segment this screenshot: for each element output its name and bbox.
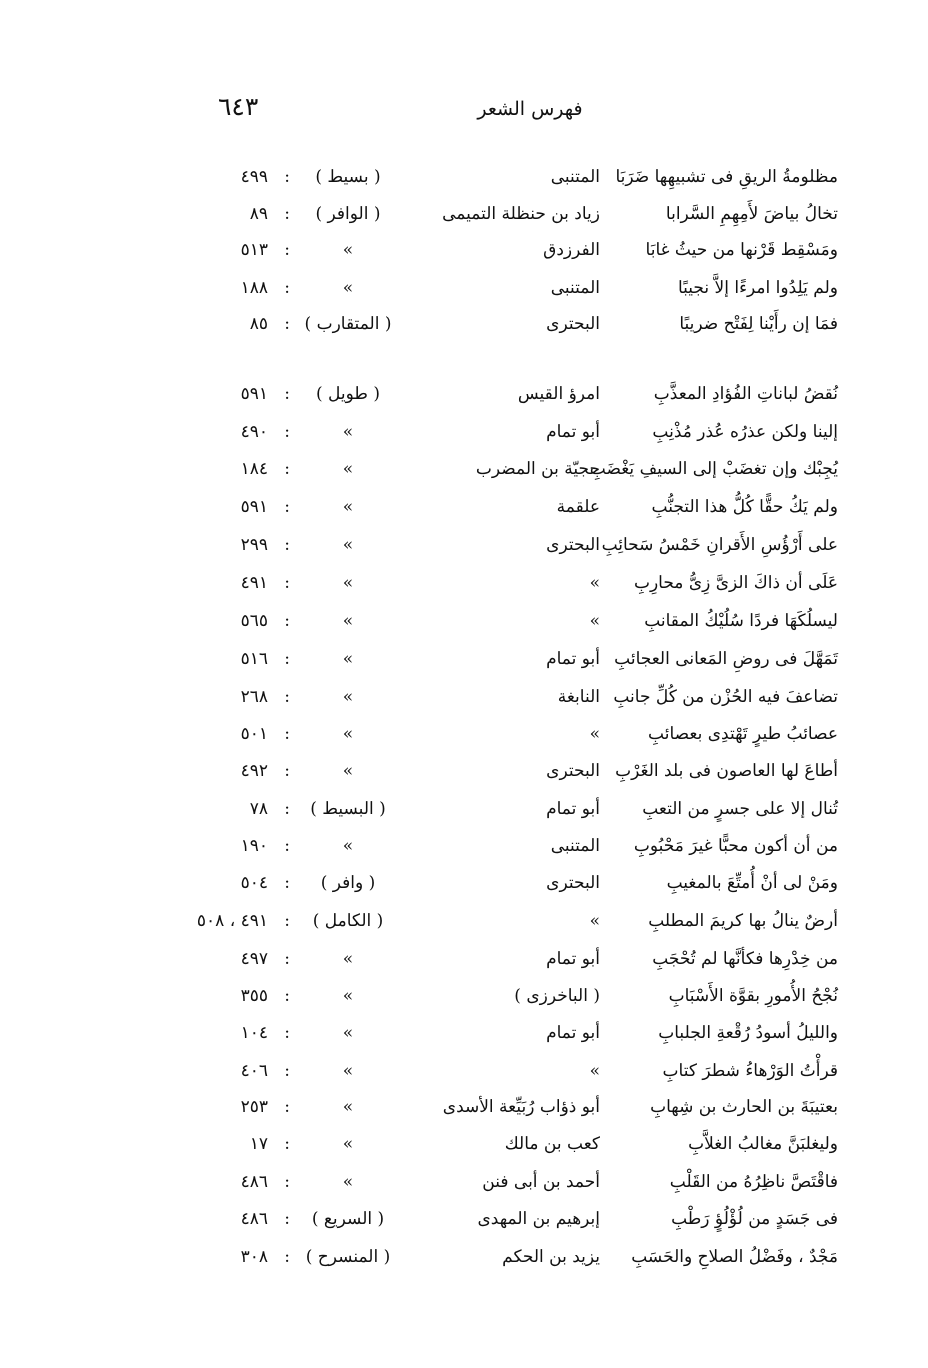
separator: : xyxy=(284,573,290,593)
page-refs: ٤٩٠ xyxy=(240,422,268,442)
poet-name: أبو تمام xyxy=(546,949,600,969)
poet-name: البحترى xyxy=(546,761,600,781)
meter-name: » xyxy=(342,1023,354,1043)
verse-text: عصائبُ طيرٍ تَهْتدِى بعصائبِ xyxy=(648,724,838,744)
verse-text: فى جَسَدٍ من لُؤْلُؤٍ رَطْبِ xyxy=(671,1209,838,1229)
meter-name: » xyxy=(342,949,354,969)
index-row xyxy=(0,795,928,827)
meter-name: » xyxy=(342,240,354,260)
page-refs: ٢٩٩ xyxy=(240,535,268,555)
separator: : xyxy=(284,611,290,631)
verse-text: ومَنْ لى أنْ أُمتِّعَ بالمغيبِ xyxy=(666,873,838,893)
page-refs: ٤٨٦ xyxy=(240,1209,268,1229)
index-row xyxy=(0,1019,928,1051)
page-refs: ٤٩١ ، ٥٠٨ xyxy=(196,911,268,931)
index-row xyxy=(0,1057,928,1089)
verse-text: يُجِبْك وإن تغضَبْ إلى السيفِ يَغْضَبِ xyxy=(589,459,838,479)
separator: : xyxy=(284,761,290,781)
index-row xyxy=(0,310,928,342)
page-refs: ١٧ xyxy=(249,1134,268,1154)
page-refs: ١٩٠ xyxy=(240,836,268,856)
index-row xyxy=(0,380,928,412)
separator: : xyxy=(284,949,290,969)
meter-name: » xyxy=(342,459,354,479)
page-refs: ٥٦٥ xyxy=(240,611,268,631)
page-refs: ٥١٦ xyxy=(240,649,268,669)
page-refs: ٨٩ xyxy=(249,204,268,224)
poet-name: » xyxy=(589,1061,600,1081)
verse-text: إلينا ولكن عذرُه عُذر مُذْنِبِ xyxy=(652,422,838,442)
verse-text: والليلُ أسودُ رُقْعةِ الجلبابِ xyxy=(658,1023,838,1043)
poet-name: يزيد بن الحكم xyxy=(502,1247,600,1267)
verse-text: عَلَى أن ذاكَ الزىَّ زِىُّ محارِبِ xyxy=(633,573,838,593)
index-row xyxy=(0,982,928,1014)
separator: : xyxy=(284,1247,290,1267)
index-row xyxy=(0,418,928,450)
separator: : xyxy=(284,278,290,298)
meter-name: » xyxy=(342,422,354,442)
meter-name: ( المنسرح ) xyxy=(305,1247,391,1267)
index-row xyxy=(0,493,928,525)
meter-name: » xyxy=(342,611,354,631)
meter-name: » xyxy=(342,724,354,744)
poet-name: المتنبى xyxy=(550,836,600,856)
index-row xyxy=(0,907,928,939)
poet-name: » xyxy=(589,911,600,931)
meter-name: » xyxy=(342,687,354,707)
meter-name: ( وافر ) xyxy=(320,873,376,893)
page-refs: ١٠٤ xyxy=(240,1023,268,1043)
separator: : xyxy=(284,986,290,1006)
separator: : xyxy=(284,384,290,404)
poet-name: ( الباخرزى ) xyxy=(514,986,600,1006)
page-refs: ٣٥٥ xyxy=(240,986,268,1006)
separator: : xyxy=(284,1134,290,1154)
verse-text: مظلومةُ الريقِ فى تشبيهِها ضَرَبَا xyxy=(615,167,838,187)
index-row xyxy=(0,757,928,789)
meter-name: » xyxy=(342,1134,354,1154)
page-refs: ٥٩١ xyxy=(240,384,268,404)
poet-name: البحترى xyxy=(546,535,600,555)
page-refs: ٧٨ xyxy=(249,799,268,819)
verse-text: وليغلبَنَّ مغالبُ الغلاَّبِ xyxy=(688,1134,838,1154)
poet-name: المتنبى xyxy=(550,167,600,187)
verse-text: ليسلُكَهَا فردًا سُلُيْكُ المقانبِ xyxy=(644,611,838,631)
meter-name: ( السريع ) xyxy=(311,1209,385,1229)
poet-name: البحترى xyxy=(546,873,600,893)
verse-text: أطاعَ لها العاصون فى بلد الغَرْبِ xyxy=(615,761,838,781)
separator: : xyxy=(284,724,290,744)
separator: : xyxy=(284,911,290,931)
poet-name: أبو تمام xyxy=(546,799,600,819)
page-refs: ٤٩٧ xyxy=(240,949,268,969)
verse-text: تُنال إلا على جسرٍ من التعبِ xyxy=(642,799,838,819)
page-refs: ٥٩١ xyxy=(240,497,268,517)
poet-name: أبو تمام xyxy=(546,649,600,669)
index-row xyxy=(0,569,928,601)
meter-name: » xyxy=(342,761,354,781)
separator: : xyxy=(284,1061,290,1081)
index-row xyxy=(0,1130,928,1162)
separator: : xyxy=(284,240,290,260)
page-refs: ٢٦٨ xyxy=(240,687,268,707)
index-row xyxy=(0,869,928,901)
meter-name: ( الكامل ) xyxy=(312,911,384,931)
meter-name: ( المتقارب ) xyxy=(304,314,392,334)
page-title: فهرس الشعر xyxy=(477,98,583,120)
page-refs: ٤٩٩ xyxy=(240,167,268,187)
separator: : xyxy=(284,422,290,442)
meter-name: » xyxy=(342,1097,354,1117)
index-row xyxy=(0,607,928,639)
page-refs: ٢٥٣ xyxy=(240,1097,268,1117)
verse-text: فاقْتَصَّ ناظِرُهُ من القَلْبِ xyxy=(669,1172,838,1192)
separator: : xyxy=(284,687,290,707)
meter-name: » xyxy=(342,278,354,298)
separator: : xyxy=(284,799,290,819)
meter-name: ( الوافر ) xyxy=(315,204,381,224)
page-refs: ٤٩٢ xyxy=(240,761,268,781)
page-refs: ١٨٨ xyxy=(240,278,268,298)
verse-text: نُجْحُ الأُمورِ بقوَّة الأَسْبَابِ xyxy=(668,986,838,1006)
index-row xyxy=(0,1205,928,1237)
verse-text: تَمَهَّلَ فى روضِ المَعانى العجائبِ xyxy=(614,649,838,669)
index-row xyxy=(0,163,928,195)
separator: : xyxy=(284,535,290,555)
meter-name: » xyxy=(342,836,354,856)
verse-text: من أن أكون محبًّا غيرَ مَحْبُوبِ xyxy=(633,836,838,856)
poet-name: أبو تمام xyxy=(546,1023,600,1043)
poet-name: إبرهيم بن المهدى xyxy=(477,1209,600,1229)
page-refs: ٥٠١ xyxy=(240,724,268,744)
meter-name: » xyxy=(342,497,354,517)
separator: : xyxy=(284,1023,290,1043)
poet-name: » xyxy=(589,573,600,593)
poet-name: حجيّة بن المضرب xyxy=(475,459,600,479)
meter-name: » xyxy=(342,649,354,669)
separator: : xyxy=(284,459,290,479)
index-row xyxy=(0,531,928,563)
poet-name: » xyxy=(589,724,600,744)
separator: : xyxy=(284,649,290,669)
separator: : xyxy=(284,314,290,334)
separator: : xyxy=(284,1097,290,1117)
separator: : xyxy=(284,836,290,856)
verse-text: نُقضُ لباناتِ الفُؤادِ المعذَّبِ xyxy=(653,384,838,404)
meter-name: » xyxy=(342,535,354,555)
meter-name: » xyxy=(342,986,354,1006)
verse-text: بعتيبَةَ بن الحارث بن شِهابِ xyxy=(650,1097,838,1117)
page-number: ٦٤٣ xyxy=(218,92,259,121)
separator: : xyxy=(284,167,290,187)
verse-text: ومَسْقِط قَرْنها من حيثُ غابَا xyxy=(645,240,838,260)
poet-name: علقمة xyxy=(556,497,600,517)
index-row xyxy=(0,945,928,977)
poet-name: » xyxy=(589,611,600,631)
poet-name: أحمد بن أبى فنن xyxy=(482,1172,600,1192)
separator: : xyxy=(284,873,290,893)
index-row xyxy=(0,455,928,487)
poet-name: البحترى xyxy=(546,314,600,334)
page-refs: ٤٩١ xyxy=(240,573,268,593)
index-row xyxy=(0,1093,928,1125)
separator: : xyxy=(284,497,290,517)
index-row xyxy=(0,720,928,752)
index-row xyxy=(0,236,928,268)
separator: : xyxy=(284,1209,290,1229)
verse-text: ولم يَكُ حقًّا كُلُّ هذا التجنُّبِ xyxy=(651,497,838,517)
verse-text: تخالُ بياضَ لأَمِهِمِ السَّرابا xyxy=(665,204,838,224)
poet-name: كعب بن مالك xyxy=(504,1134,600,1154)
meter-name: » xyxy=(342,1061,354,1081)
poet-name: المتنبى xyxy=(550,278,600,298)
poet-name: امرؤ القيس xyxy=(517,384,600,404)
page-refs: ٣٠٨ xyxy=(240,1247,268,1267)
poet-name: النابغة xyxy=(557,687,600,707)
page-refs: ٤٨٦ xyxy=(240,1172,268,1192)
poet-name: أبو ذؤاب رُبَيِّعة الأسدى xyxy=(442,1097,600,1117)
page-refs: ١٨٤ xyxy=(240,459,268,479)
index-row xyxy=(0,683,928,715)
separator: : xyxy=(284,204,290,224)
index-row xyxy=(0,274,928,306)
index-row xyxy=(0,1168,928,1200)
meter-name: » xyxy=(342,573,354,593)
poet-name: أبو تمام xyxy=(546,422,600,442)
index-row xyxy=(0,1243,928,1275)
meter-name: ( طويل ) xyxy=(316,384,380,404)
page-refs: ٥١٣ xyxy=(240,240,268,260)
poet-name: الفرزدق xyxy=(543,240,600,260)
index-row xyxy=(0,645,928,677)
meter-name: ( بسيط ) xyxy=(315,167,381,187)
index-row xyxy=(0,832,928,864)
page-refs: ٨٥ xyxy=(249,314,268,334)
page-refs: ٤٠٦ xyxy=(240,1061,268,1081)
index-row xyxy=(0,200,928,232)
verse-text: تضاعفَ فيه الحُزْن من كُلِّ جانبِ xyxy=(613,687,838,707)
verse-text: قرأْتُ الوَرْهاءُ شطرَ كتابِ xyxy=(662,1061,838,1081)
separator: : xyxy=(284,1172,290,1192)
meter-name: ( البسيط ) xyxy=(310,799,386,819)
verse-text: على أَرْؤُسِ الأَقرانِ خَمْسُ سَحائِبِ xyxy=(601,535,838,555)
meter-name: » xyxy=(342,1172,354,1192)
poet-name: زياد بن حنظلة التميمى xyxy=(442,204,600,224)
page-refs: ٥٠٤ xyxy=(240,873,268,893)
verse-text: فمَا إن رأَيْنا لِفَتْح ضريبًا xyxy=(679,314,838,334)
verse-text: من خِدْرِها فكأنَّها لم تُحْجَبِ xyxy=(652,949,838,969)
verse-text: مَجْدٌ ، وفَضْلُ الصلاحِ والحَسَبِ xyxy=(631,1247,838,1267)
verse-text: أرضٌ ينالُ بها كريمَ المطلبِ xyxy=(648,911,838,931)
verse-text: ولم يَلِدُوا امرءًا إلاَّ نجيبًا xyxy=(677,278,838,298)
